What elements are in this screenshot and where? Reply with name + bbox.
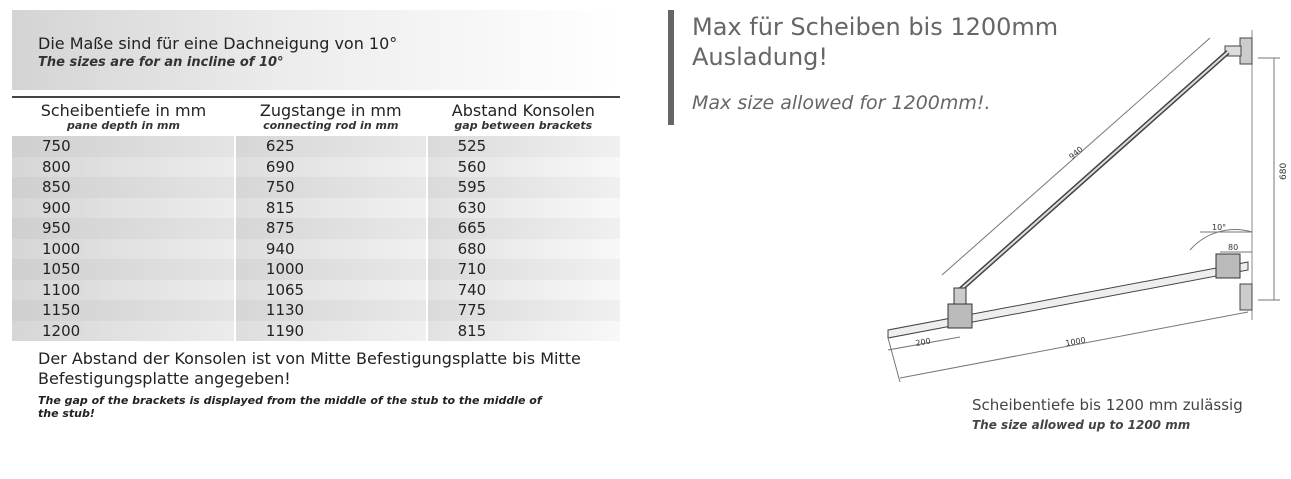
header-bracket-gap-en: gap between brackets <box>454 119 593 132</box>
table-row <box>12 218 620 239</box>
table-cell: 850 <box>12 177 235 198</box>
table-cell: 1190 <box>235 321 427 342</box>
rear-pane-bracket <box>1216 254 1240 278</box>
table-row <box>12 198 620 219</box>
table-header-row <box>12 97 620 136</box>
dim-940-label: 940 <box>1067 144 1085 162</box>
table-cell: 775 <box>427 300 620 321</box>
bottom-wall-bracket <box>1240 284 1252 310</box>
header-connecting-rod-en: connecting rod in mm <box>263 119 399 132</box>
table-body <box>12 136 620 341</box>
table-cell: 560 <box>427 157 620 178</box>
footer-note-en: The gap of the brackets is displayed from the middle of the stub to the middle of the stub! <box>38 394 542 420</box>
rod-lower-joint <box>954 288 966 304</box>
table-cell: 625 <box>235 136 427 157</box>
table-row <box>12 157 620 178</box>
header-pane-depth <box>12 97 235 136</box>
table-row <box>12 136 620 157</box>
table-row <box>12 177 620 198</box>
footer-note-de: Der Abstand der Konsolen ist von Mitte Befestigungsplatte bis Mitte Befestigungsplatte angegeben! <box>38 349 581 388</box>
table-cell: 1150 <box>12 300 235 321</box>
table-cell: 1100 <box>12 280 235 301</box>
drawing-caption-en: The size allowed up to 1200 mm <box>972 418 1191 432</box>
header-bracket-gap <box>427 97 620 136</box>
incline-note-en: The sizes are for an incline of 10° <box>38 55 284 70</box>
dim-680-label: 680 <box>1279 162 1289 180</box>
table-cell: 630 <box>427 198 620 219</box>
table-cell: 1000 <box>12 239 235 260</box>
heading-accent-bar <box>668 10 674 125</box>
table-row <box>12 239 620 260</box>
header-pane-depth-de: Scheibentiefe in mm <box>40 101 207 120</box>
top-wall-bracket <box>1240 38 1252 64</box>
table-cell: 690 <box>235 157 427 178</box>
table-cell: 595 <box>427 177 620 198</box>
table-cell: 750 <box>235 177 427 198</box>
canopy-technical-drawing <box>860 20 1289 390</box>
dim-1000-ext-left <box>888 338 900 382</box>
table-cell: 1200 <box>12 321 235 342</box>
drawing-caption-de: Scheibentiefe bis 1200 mm zulässig <box>972 396 1243 414</box>
header-bracket-gap-de: Abstand Konsolen <box>451 101 595 120</box>
table-cell: 1050 <box>12 259 235 280</box>
size-table-section <box>12 10 620 420</box>
table-cell: 710 <box>427 259 620 280</box>
header-connecting-rod <box>235 97 427 136</box>
table-cell: 680 <box>427 239 620 260</box>
table-cell: 750 <box>12 136 235 157</box>
table-cell: 950 <box>12 218 235 239</box>
dim-1000-label: 1000 <box>1064 335 1087 348</box>
dim-80-label: 80 <box>1228 243 1239 252</box>
table-cell: 900 <box>12 198 235 219</box>
table-cell: 525 <box>427 136 620 157</box>
table-cell: 665 <box>427 218 620 239</box>
incline-note-de: Die Maße sind für eine Dachneigung von 10° <box>38 34 398 53</box>
dim-200-label: 200 <box>914 336 932 348</box>
connecting-rod-highlight <box>960 52 1228 290</box>
table-row <box>12 300 620 321</box>
max-heading-en: Max size allowed for 1200mm!. <box>692 92 991 114</box>
glass-pane <box>888 262 1248 338</box>
table-row <box>12 280 620 301</box>
size-table <box>12 96 620 341</box>
table-cell: 740 <box>427 280 620 301</box>
table-row <box>12 259 620 280</box>
angle-arc <box>1190 230 1252 250</box>
table-cell: 800 <box>12 157 235 178</box>
angle-label: 10° <box>1212 223 1227 232</box>
table-cell: 815 <box>427 321 620 342</box>
max-heading-de: Max für Scheiben bis 1200mm Ausladung! <box>692 13 1059 71</box>
table-cell: 940 <box>235 239 427 260</box>
table-cell: 1000 <box>235 259 427 280</box>
table-cell: 1130 <box>235 300 427 321</box>
table-cell: 815 <box>235 198 427 219</box>
front-pane-bracket <box>948 304 972 328</box>
header-connecting-rod-de: Zugstange in mm <box>259 101 402 120</box>
table-cell: 1065 <box>235 280 427 301</box>
incline-note <box>12 10 620 90</box>
table-row <box>12 321 620 342</box>
table-cell: 875 <box>235 218 427 239</box>
header-pane-depth-en: pane depth in mm <box>67 119 180 132</box>
